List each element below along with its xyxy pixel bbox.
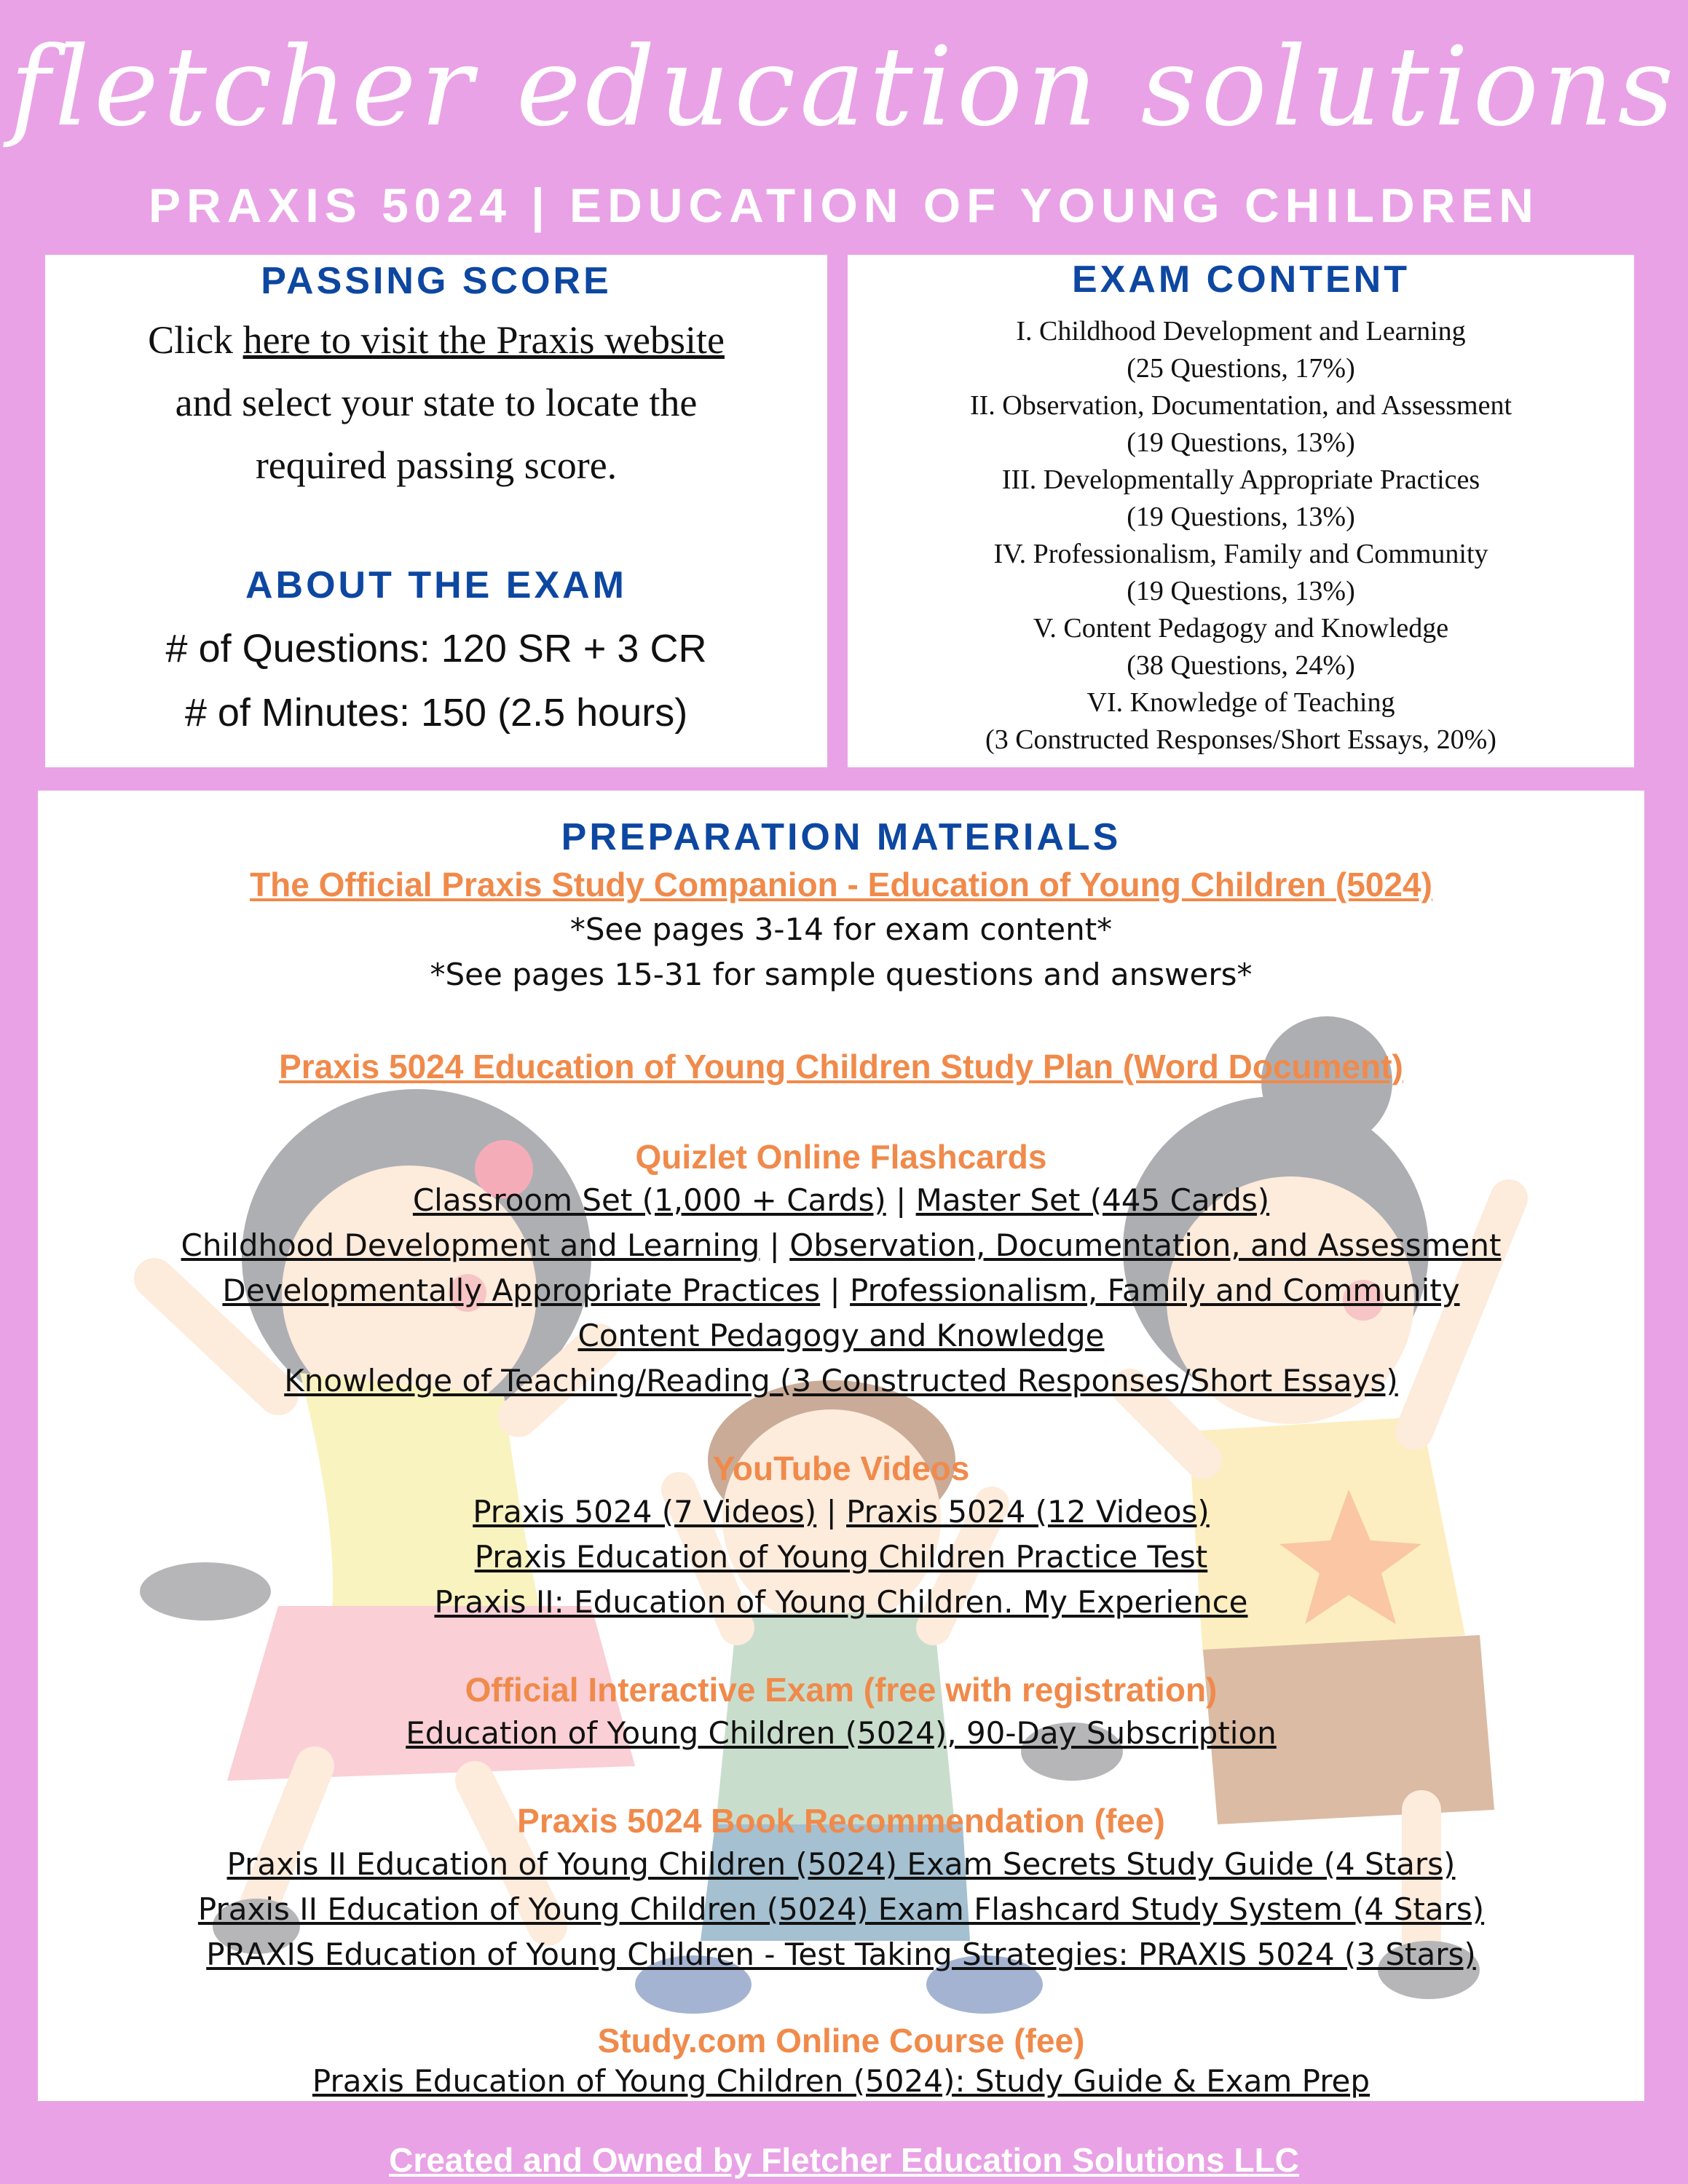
content-item: (38 Questions, 24%): [1127, 650, 1355, 681]
exam-content-panel: [848, 255, 1634, 767]
dap-link[interactable]: Developmentally Appropriate Practices: [222, 1273, 821, 1308]
praxis-website-link[interactable]: here to visit the Praxis website: [242, 318, 725, 362]
content-item: III. Developmentally Appropriate Practices: [1001, 464, 1480, 495]
preparation-materials-panel: [38, 791, 1644, 2101]
interactive-exam-heading: Official Interactive Exam (free with registration): [465, 1671, 1218, 1709]
study-companion-link[interactable]: The Official Praxis Study Companion - Education of Young Children (5024): [250, 866, 1432, 903]
study-plan-link[interactable]: Praxis 5024 Education of Young Children Study Plan (Word Document): [279, 1048, 1403, 1085]
youtube-row-1: [38, 1494, 1644, 1530]
passing-score-heading: PASSING SCORE: [261, 260, 612, 302]
content-item: (19 Questions, 13%): [1127, 427, 1355, 458]
separator: |: [769, 1227, 780, 1263]
studycom-course-link[interactable]: Praxis Education of Young Children (5024): Study Guide & Exam Prep: [312, 2063, 1370, 2099]
practice-test-link[interactable]: Praxis Education of Young Children Practice Test: [474, 1539, 1208, 1575]
knowledge-teaching-link[interactable]: Knowledge of Teaching/Reading (3 Constructed Responses/Short Essays): [284, 1363, 1398, 1398]
book-heading: Praxis 5024 Book Recommendation (fee): [517, 1802, 1165, 1840]
passing-score-panel: [45, 255, 827, 767]
classroom-set-link[interactable]: Classroom Set (1,000 + Cards): [412, 1182, 886, 1218]
youtube-12-videos-link[interactable]: Praxis 5024 (12 Videos): [846, 1494, 1210, 1530]
preparation-heading: PREPARATION MATERIALS: [561, 816, 1121, 858]
child-development-link[interactable]: Childhood Development and Learning: [181, 1227, 760, 1263]
content-item: (3 Constructed Responses/Short Essays, 20%): [985, 724, 1496, 755]
passing-line-3: required passing score.: [255, 443, 618, 487]
youtube-heading: YouTube Videos: [712, 1449, 970, 1487]
passing-line-1: [45, 317, 827, 363]
content-item: (19 Questions, 13%): [1127, 576, 1355, 606]
youtube-7-videos-link[interactable]: Praxis 5024 (7 Videos): [473, 1494, 817, 1530]
professionalism-link[interactable]: Professionalism, Family and Community: [850, 1273, 1460, 1308]
passing-prefix: Click: [148, 318, 243, 362]
footer-credit[interactable]: Created and Owned by Fletcher Education Solutions LLC: [389, 2141, 1299, 2179]
exam-content-list: [848, 313, 1634, 759]
content-item: VI. Knowledge of Teaching: [1086, 687, 1395, 718]
exam-content-heading: EXAM CONTENT: [1072, 258, 1410, 301]
exam-content-note: *See pages 3-14 for exam content*: [569, 911, 1113, 947]
separator: |: [829, 1273, 840, 1308]
studycom-heading: Study.com Online Course (fee): [597, 2022, 1085, 2060]
book-1-link[interactable]: Praxis II Education of Young Children (5024) Exam Secrets Study Guide (4 Stars): [226, 1846, 1456, 1882]
quizlet-row-3: [38, 1273, 1644, 1308]
content-pedagogy-link[interactable]: Content Pedagogy and Knowledge: [577, 1318, 1105, 1353]
content-item: II. Observation, Documentation, and Assessment: [969, 390, 1513, 421]
content-item: (25 Questions, 17%): [1127, 353, 1355, 384]
about-exam-heading: ABOUT THE EXAM: [245, 564, 627, 606]
questions-count: # of Questions: 120 SR + 3 CR: [165, 627, 707, 670]
quizlet-heading: Quizlet Online Flashcards: [635, 1138, 1047, 1176]
content-item: V. Content Pedagogy and Knowledge: [1033, 613, 1449, 644]
page-subtitle: PRAXIS 5024 | EDUCATION OF YOUNG CHILDREN: [149, 178, 1539, 232]
sample-questions-note: *See pages 15-31 for sample questions and answers*: [430, 957, 1253, 992]
master-set-link[interactable]: Master Set (445 Cards): [915, 1182, 1270, 1218]
content-item: IV. Professionalism, Family and Community: [993, 539, 1488, 569]
separator: |: [826, 1494, 837, 1530]
content-item: I. Childhood Development and Learning: [1016, 316, 1466, 347]
quizlet-row-1: [38, 1182, 1644, 1218]
subscription-link[interactable]: Education of Young Children (5024), 90-Day Subscription: [406, 1715, 1277, 1751]
quizlet-row-2: [38, 1227, 1644, 1263]
book-3-link[interactable]: PRAXIS Education of Young Children - Test Taking Strategies: PRAXIS 5024 (3 Stars): [206, 1936, 1476, 1972]
minutes-count: # of Minutes: 150 (2.5 hours): [184, 691, 688, 735]
passing-line-2: and select your state to locate the: [175, 381, 698, 424]
content-item: (19 Questions, 13%): [1127, 502, 1355, 532]
experience-video-link[interactable]: Praxis II: Education of Young Children. My Experience: [434, 1584, 1248, 1620]
book-2-link[interactable]: Praxis II Education of Young Children (5024) Exam Flashcard Study System (4 Stars): [197, 1891, 1485, 1927]
separator: |: [896, 1182, 907, 1218]
brand-title: fletcher education solutions: [9, 24, 1679, 151]
observation-link[interactable]: Observation, Documentation, and Assessment: [789, 1227, 1502, 1263]
